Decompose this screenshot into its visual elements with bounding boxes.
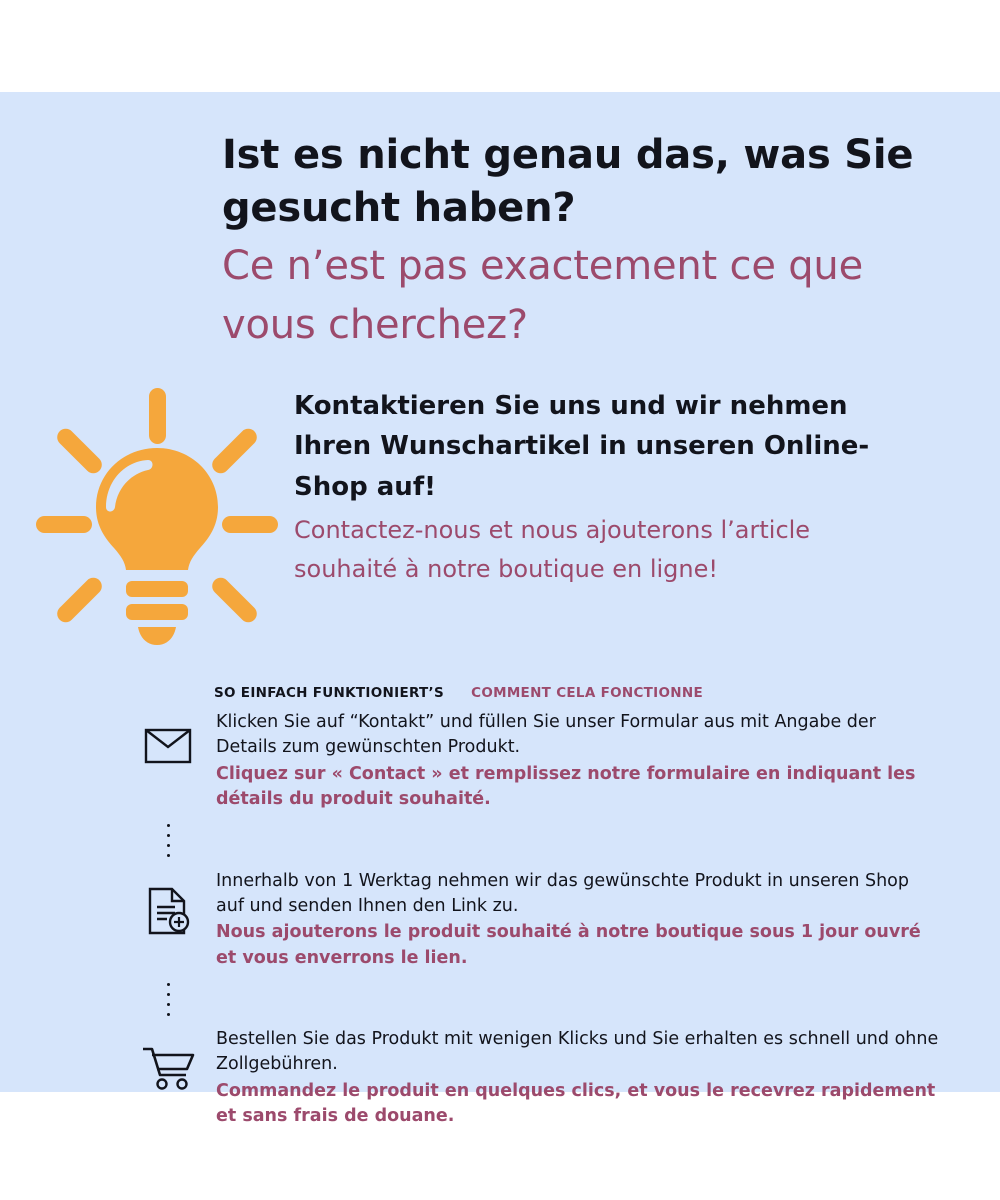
shopping-cart-icon bbox=[141, 1045, 195, 1095]
connector-dot bbox=[167, 1003, 170, 1006]
step-text-french: Nous ajouterons le produit souhaité à notre boutique sous 1 jour ouvré et vous enverrons le lien. bbox=[216, 922, 921, 968]
step-item bbox=[120, 869, 940, 972]
headline-block bbox=[222, 129, 922, 355]
connector-dot bbox=[167, 1013, 170, 1016]
connector-dot bbox=[167, 834, 170, 837]
howto-title-french: COMMENT CELA FONCTIONNE bbox=[471, 685, 704, 701]
subhead-french: Contactez-nous et nous ajouterons l’article souhaité à notre boutique en ligne! bbox=[294, 515, 811, 583]
howto-title bbox=[214, 682, 703, 701]
step-text-column bbox=[216, 869, 940, 972]
connector-dot bbox=[167, 983, 170, 986]
step-item bbox=[120, 710, 940, 813]
step-icon-column bbox=[120, 710, 216, 768]
step-text-column bbox=[216, 710, 940, 813]
connector-dot bbox=[167, 854, 170, 857]
step-icon-column bbox=[120, 869, 216, 939]
step-text-german: Bestellen Sie das Produkt mit wenigen Klicks und Sie erhalten es schnell und ohne Zollgebühren. bbox=[216, 1029, 939, 1075]
step-text-column bbox=[216, 1027, 940, 1130]
howto-title-german: SO EINFACH FUNKTIONIERT’S bbox=[214, 685, 445, 701]
dotted-connector bbox=[120, 813, 216, 869]
connector-dot bbox=[167, 993, 170, 996]
step-connector bbox=[120, 813, 940, 869]
connector-dot bbox=[167, 824, 170, 827]
lightbulb-icon bbox=[30, 382, 280, 652]
step-text-german: Innerhalb von 1 Werktag nehmen wir das gewünschte Produkt in unseren Shop auf und senden Ihnen den Link zu. bbox=[216, 870, 909, 916]
headline-german: Ist es nicht genau das, was Sie gesucht haben? bbox=[222, 132, 914, 232]
envelope-icon bbox=[144, 728, 192, 768]
step-icon-column bbox=[120, 1027, 216, 1095]
connector-dot bbox=[167, 844, 170, 847]
howto-steps bbox=[120, 710, 940, 1130]
step-item bbox=[120, 1027, 940, 1130]
step-text-french: Commandez le produit en quelques clics, et vous le recevrez rapidement et sans frais de douane. bbox=[216, 1080, 936, 1127]
headline-french: Ce n’est pas exactement ce que vous cherchez? bbox=[222, 243, 863, 349]
dotted-connector bbox=[120, 971, 216, 1027]
step-text-french: Cliquez sur « Contact » et remplissez notre formulaire en indiquant les détails du produit souhaité. bbox=[216, 763, 916, 810]
document-add-icon bbox=[146, 887, 190, 939]
subhead-block bbox=[294, 386, 894, 589]
subhead-german: Kontaktieren Sie uns und wir nehmen Ihren Wunschartikel in unseren Online-Shop auf! bbox=[294, 391, 870, 502]
step-text-german: Klicken Sie auf “Kontakt” und füllen Sie unser Formular aus mit Angabe der Details zum gewünschten Produkt. bbox=[216, 712, 876, 758]
promo-panel bbox=[0, 92, 1000, 1127]
step-connector bbox=[120, 971, 940, 1027]
